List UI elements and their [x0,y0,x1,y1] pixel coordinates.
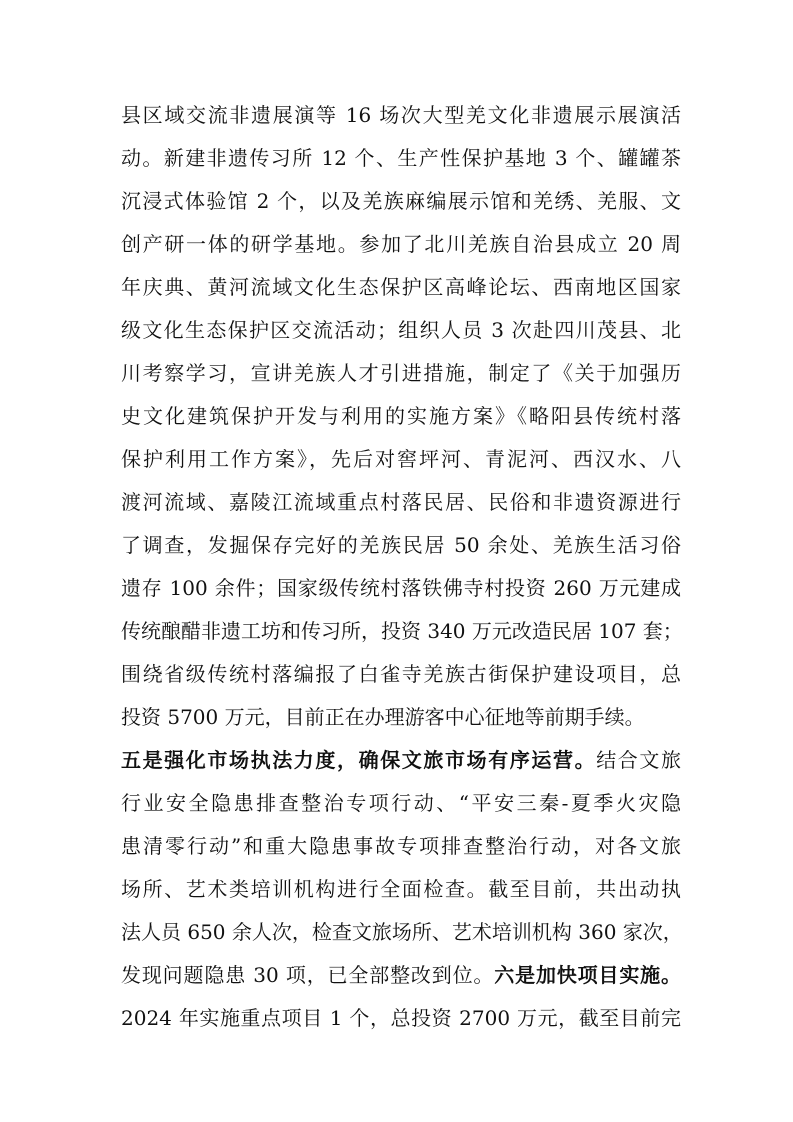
text-line: 史文化建筑保护开发与利用的实施方案》《略阳县传统村落 [121,404,681,428]
text-line: 创产研一体的研学基地。参加了北川羌族自治县成立 20 周 [121,232,681,256]
text-line: 2024 年实施重点项目 1 个，总投资 2700 万元，截至目前完 [121,1006,681,1030]
text-line: 县区域交流非遗展演等 16 场次大型羌文化非遗展示展演活 [121,103,681,127]
text-line: 围绕省级传统村落编报了白雀寺羌族古街保护建设项目，总 [121,662,681,686]
text-line: 级文化生态保护区交流活动；组织人员 3 次赴四川茂县、北 [121,318,681,342]
text-line: 法人员 650 余人次，检查文旅场所、艺术培训机构 360 家次， [121,920,683,944]
text-line: 渡河流域、嘉陵江流域重点村落民居、民俗和非遗资源进行 [121,490,681,514]
text-line: 遗存 100 余件；国家级传统村落铁佛寺村投资 260 万元建成 [121,576,681,600]
text-line: 动。新建非遗传习所 12 个、生产性保护基地 3 个、罐罐茶 [121,146,681,170]
text-line: 投资 5700 万元，目前正在办理游客中心征地等前期手续。 [121,705,645,729]
text-line: 沉浸式体验馆 2 个，以及羌族麻编展示馆和羌绣、羌服、文 [121,189,681,213]
text-line: 场所、艺术类培训机构进行全面检查。截至目前，共出动执 [121,877,681,901]
section-heading: 五是强化市场执法力度，确保文旅市场有序运营。 [121,748,597,772]
text-line: 行业安全隐患排查整治专项行动、“平安三秦-夏季火灾隐 [121,791,681,815]
text-line: 患清零行动”和重大隐患事故专项排查整治行动，对各文旅 [121,834,681,858]
section-heading: 六是加快项目实施。 [494,963,681,987]
text-line: 年庆典、黄河流域文化生态保护区高峰论坛、西南地区国家 [121,275,681,299]
text-line: 川考察学习，宣讲羌族人才引进措施，制定了《关于加强历 [121,361,681,385]
text-line: 传统酿醋非遗工坊和传习所，投资 340 万元改造民居 107 套； [121,619,683,643]
text-line: 发现问题隐患 30 项，已全部整改到位。六是加快项目实施。 [121,963,681,987]
text-line: 保护利用工作方案》，先后对窖坪河、青泥河、西汉水、八 [121,447,681,471]
text-line: 五是强化市场执法力度，确保文旅市场有序运营。结合文旅 [121,748,682,772]
text-line: 了调查，发掘保存完好的羌族民居 50 余处、羌族生活习俗 [121,533,681,557]
